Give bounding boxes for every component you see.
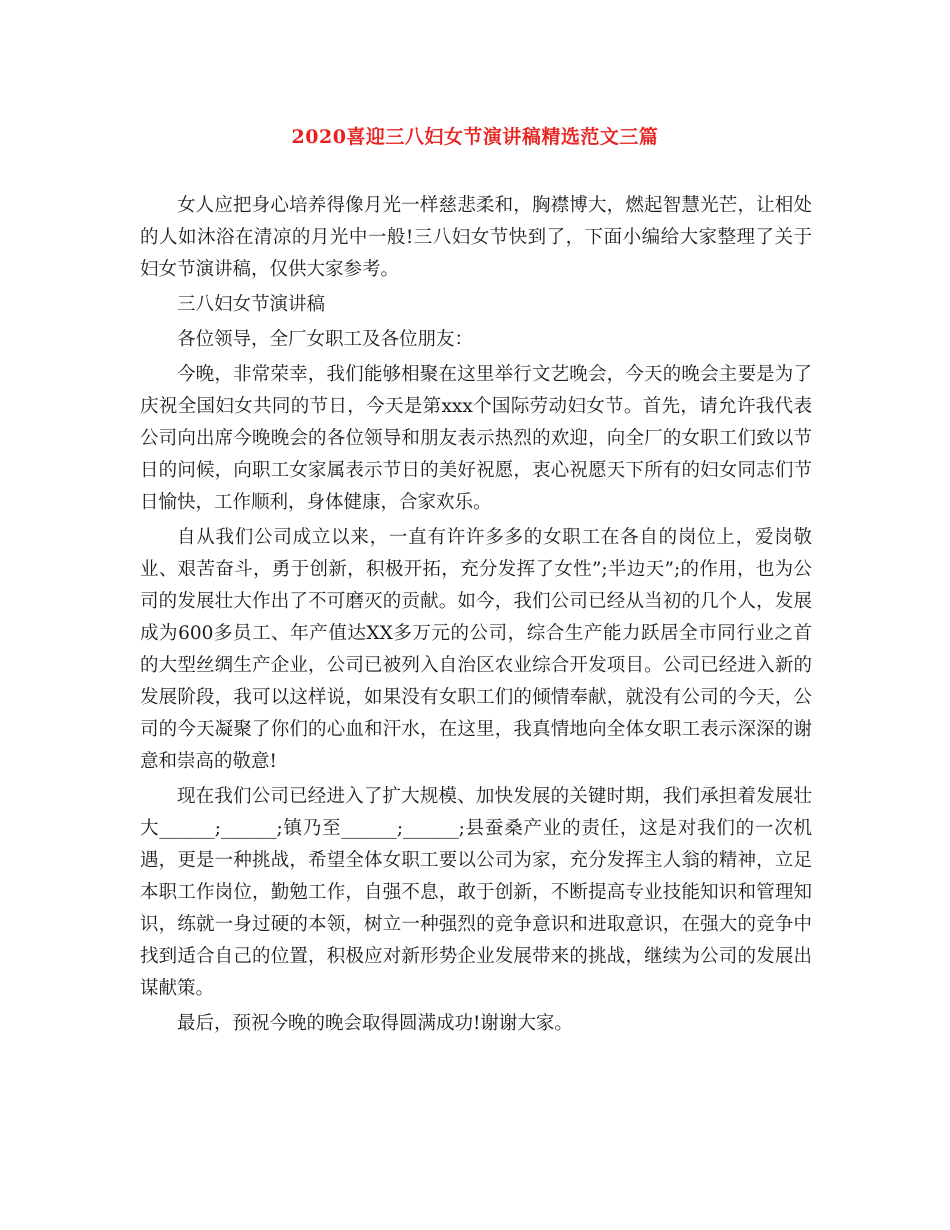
paragraph-current-stage: 现在我们公司已经进入了扩大规模、加快发展的关键时期，我们承担着发展壮大______;______;镇乃至______;______;县蚕桑产业的责任，这是对我们的一次机遇，更是一种挑战，希望全体女职工要以公司为家，充分发挥主人翁的精神，立足本职工作岗位，勤勉工作，自强不息，敢于创新，不断提高专业技能知识和管理知识，练就一身过硬的本领，树立一种强烈的竞争意识和进取意识，在强大的竞争中找到适合自己的位置，积极应对新形势企业发展带来的挑战，继续为公司的发展出谋献策。	[140, 786, 812, 999]
paragraph-closing: 最后，预祝今晚的晚会取得圆满成功!谢谢大家。	[177, 1013, 573, 1034]
paragraph-salutation: 各位领导，全厂女职工及各位朋友：	[177, 329, 474, 350]
paragraph-opening: 今晚，非常荣幸，我们能够相聚在这里举行文艺晚会，今天的晚会主要是为了庆祝全国妇女共同的节日，今天是第xxx个国际劳动妇女节。首先，请允许我代表公司向出席今晚晚会的各位领导和朋友表示热烈的欢迎，向全厂的女职工们致以节日的问候，向职工女家属表示节日的美好祝愿，衷心祝愿天下所有的妇女同志们节日愉快，工作顺利，身体健康，合家欢乐。	[140, 364, 812, 513]
paragraph-intro: 女人应把身心培养得像月光一样慈悲柔和，胸襟博大，燃起智慧光芒，让相处的人如沐浴在清凉的月光中一般!三八妇女节快到了，下面小编给大家整理了关于妇女节演讲稿，仅供大家参考。	[140, 195, 812, 280]
paragraph-subtitle: 三八妇女节演讲稿	[177, 294, 326, 315]
paragraph-company-history: 自从我们公司成立以来，一直有许许多多的女职工在各自的岗位上，爱岗敬业、艰苦奋斗，勇于创新，积极开拓，充分发挥了女性”;半边天”;的作用，也为公司的发展壮大作出了不可磨灭的贡献。如今，我们公司已经从当初的几个人，发展成为600多员工、年产值达XX多万元的公司，综合生产能力跃居全市同行业之首的大型丝绸生产企业，公司已被列入自治区农业综合开发项目。公司已经进入新的发展阶段，我可以这样说，如果没有女职工们的倾情奉献，就没有公司的今天，公司的今天凝聚了你们的心血和汗水，在这里，我真情地向全体女职工表示深深的谢意和崇高的敬意!	[140, 527, 812, 772]
document-body	[140, 190, 812, 1043]
document-title: 2020喜迎三八妇女节演讲稿精选范文三篇	[291, 126, 659, 148]
